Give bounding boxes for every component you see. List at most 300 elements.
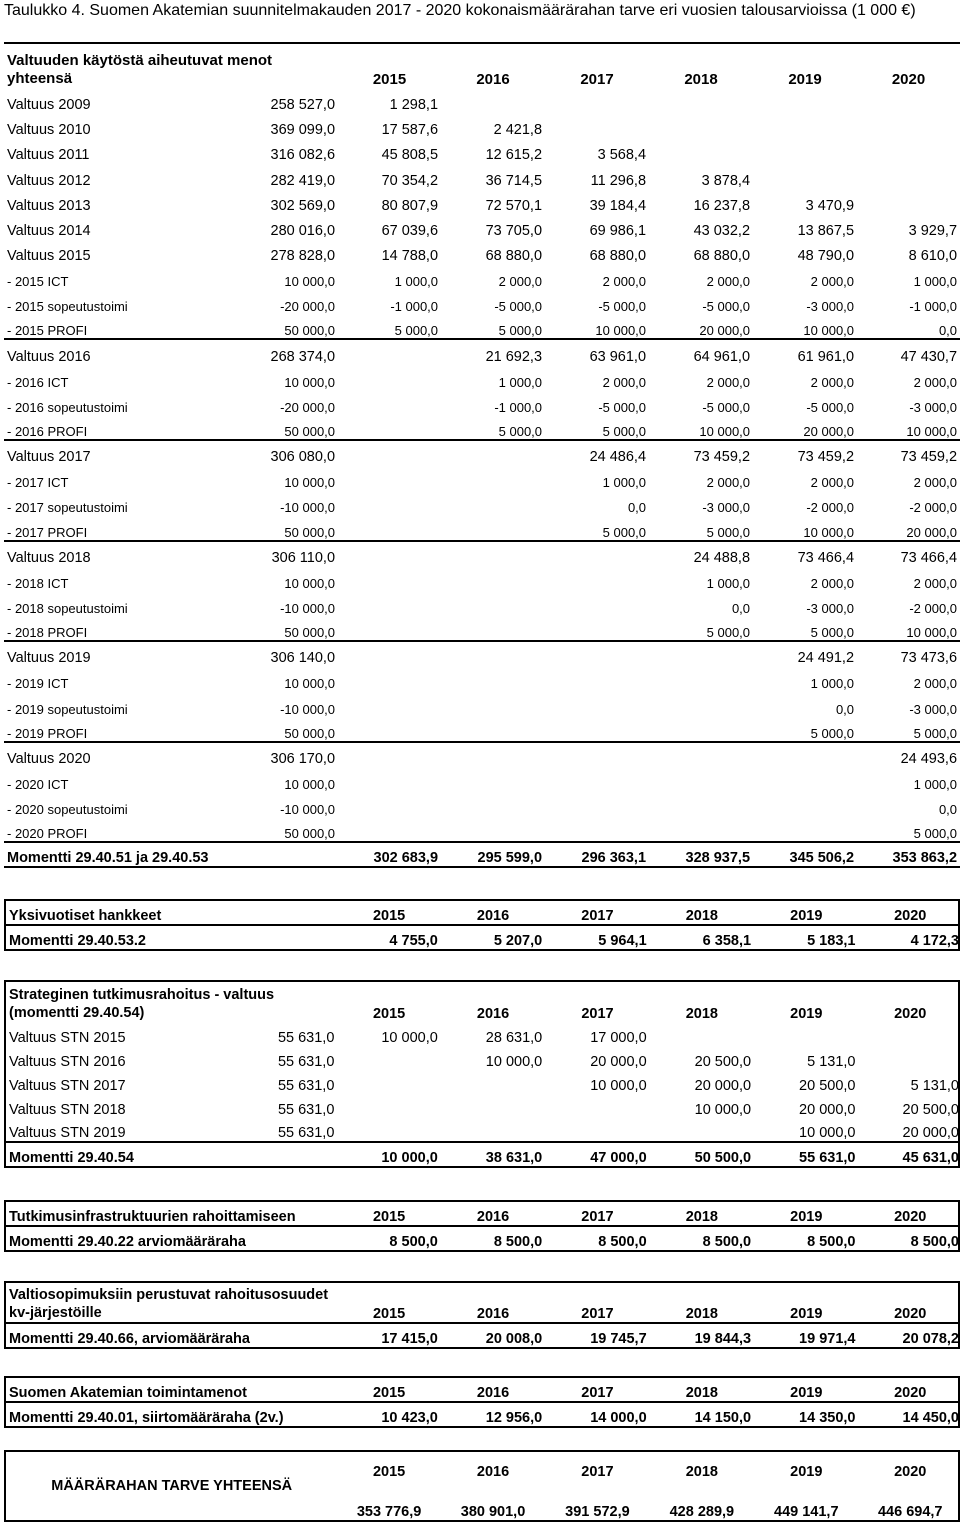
row-value: 5 000,0 (602, 524, 647, 540)
row-total: 268 374,0 (251, 339, 338, 364)
year-header: 2018 (685, 1209, 718, 1225)
row-value: 17 587,6 (381, 122, 439, 139)
year-header: 2018 (685, 908, 718, 924)
row-total: 316 082,6 (270, 147, 336, 164)
row-total: 306 140,0 (251, 641, 338, 666)
year-header: 2018 (685, 1006, 718, 1022)
year-header: 2016 (476, 1464, 510, 1480)
row-value: 10 000,0 (803, 524, 855, 540)
row-value (337, 1046, 440, 1070)
section-header-row (6, 1378, 960, 1402)
one-year-projects-section (4, 899, 960, 951)
row-value: 68 880,0 (589, 247, 647, 264)
row-value: -3 000,0 (702, 500, 751, 516)
year-header: 2019 (790, 1306, 823, 1322)
year-header: 2016 (476, 71, 510, 88)
table-row (6, 1022, 960, 1046)
row-value: 3 929,7 (908, 222, 958, 239)
table-row (4, 138, 960, 163)
momentti-label: Momentti 29.40.53.2 (6, 925, 337, 949)
row-value: -1 000,0 (909, 299, 958, 315)
grand-total-value: 380 901,0 (460, 1504, 526, 1520)
row-value: 1 000,0 (913, 274, 958, 290)
row-value (337, 1070, 440, 1094)
row-value: 3 878,4 (701, 172, 751, 189)
momentti-value: 8 500,0 (441, 1226, 545, 1250)
momentti-value: 19 971,4 (754, 1323, 858, 1347)
row-value: 20 000,0 (590, 1054, 647, 1070)
row-value (441, 717, 545, 742)
row-total: 55 631,0 (277, 1054, 335, 1070)
row-value: 36 714,5 (485, 172, 543, 189)
momentti-value: 5 207,0 (441, 925, 545, 949)
row-value: 2 000,0 (810, 374, 855, 390)
row-label: - 2019 ICT (7, 676, 69, 692)
row-total: 50 000,0 (284, 323, 336, 339)
momentti-value: 20 008,0 (441, 1323, 545, 1347)
infrastructure-section (4, 1200, 960, 1252)
row-total: 258 527,0 (270, 97, 336, 114)
year-header: 2015 (372, 908, 406, 924)
row-value (338, 792, 441, 817)
momentti-row (6, 1226, 960, 1250)
row-value: 2 000,0 (913, 475, 958, 491)
row-value: 20 000,0 (803, 423, 855, 439)
momentti-value: 38 631,0 (441, 1142, 545, 1166)
row-total: 55 631,0 (277, 1078, 335, 1094)
year-header: 2015 (372, 1209, 406, 1225)
year-header: 2015 (372, 71, 407, 88)
table-row (4, 490, 960, 515)
row-value (338, 339, 441, 364)
row-label: - 2017 PROFI (7, 524, 88, 540)
row-total: 50 000,0 (284, 524, 336, 540)
grand-total-value: 449 141,7 (774, 1504, 839, 1520)
row-label: - 2016 ICT (7, 374, 69, 390)
row-value: 12 615,2 (485, 147, 543, 164)
row-total: 55 631,0 (277, 1102, 335, 1118)
year-header: 2019 (790, 908, 823, 924)
header-label: Valtuuden käytöstä aiheutuvat menot yhteensä (7, 52, 273, 87)
momentti-value: 14 350,0 (754, 1402, 858, 1426)
row-value (441, 566, 545, 591)
row-value (441, 490, 545, 515)
row-label: Valtuus 2016 (4, 339, 251, 364)
row-value: 5 000,0 (913, 725, 958, 741)
row-value: 2 000,0 (706, 374, 751, 390)
row-value: 1 000,0 (394, 274, 439, 290)
row-value: 8 610,0 (908, 247, 958, 264)
momentti-value: 8 500,0 (650, 1226, 754, 1250)
row-value: -3 000,0 (909, 399, 958, 415)
row-value: 10 000,0 (694, 1102, 752, 1118)
row-value (441, 88, 545, 113)
table-row (4, 113, 960, 138)
row-value (545, 1118, 649, 1142)
row-value: 28 631,0 (485, 1030, 543, 1046)
row-value: 1 000,0 (913, 776, 958, 792)
momentti-value: 8 500,0 (858, 1226, 960, 1250)
row-value: 61 961,0 (753, 339, 857, 364)
row-value (545, 666, 649, 691)
row-value (545, 742, 649, 767)
year-header: 2020 (894, 908, 927, 924)
year-header: 2016 (476, 1209, 510, 1225)
row-value: 24 486,4 (545, 440, 649, 465)
row-label: Valtuus STN 2015 (9, 1030, 126, 1046)
row-value: 73 459,2 (753, 440, 857, 465)
year-header: 2017 (581, 1385, 614, 1401)
row-value (859, 1046, 960, 1070)
year-header: 2017 (581, 1209, 614, 1225)
year-header: 2020 (894, 1306, 927, 1322)
row-value (649, 817, 753, 842)
momentti-value: 328 937,5 (649, 842, 753, 867)
row-value (545, 817, 649, 842)
row-total: -20 000,0 (280, 399, 336, 415)
row-value (338, 541, 441, 566)
row-total: 278 828,0 (270, 247, 336, 264)
table-row (4, 541, 960, 566)
row-label: - 2020 PROFI (7, 826, 88, 842)
row-value (649, 792, 753, 817)
row-value: 0,0 (938, 323, 958, 339)
momentti-value: 19 745,7 (545, 1323, 649, 1347)
row-value (441, 742, 545, 767)
row-value: 1 000,0 (810, 676, 855, 692)
row-value (441, 1118, 545, 1142)
year-header: 2019 (790, 1464, 823, 1480)
row-total: -10 000,0 (280, 802, 336, 818)
row-label: Valtuus 2020 (4, 742, 251, 767)
row-label: Valtuus STN 2018 (9, 1102, 126, 1118)
row-value: 2 421,8 (493, 122, 543, 139)
table-row (4, 289, 960, 314)
row-value: 2 000,0 (810, 274, 855, 290)
row-value (441, 641, 545, 666)
row-value: 5 131,0 (807, 1054, 856, 1070)
row-label: - 2020 sopeutustoimi (7, 802, 128, 818)
momentti-value: 20 078,2 (858, 1323, 960, 1347)
row-value: 10 000,0 (906, 625, 958, 641)
row-total: -10 000,0 (280, 701, 336, 717)
row-value (650, 1118, 754, 1142)
row-value: 13 867,5 (797, 222, 855, 239)
row-value: 0,0 (938, 802, 958, 818)
momentti-label: Momentti 29.40.54 (6, 1142, 337, 1166)
table-row (4, 641, 960, 666)
row-value: 2 000,0 (498, 274, 543, 290)
row-label: - 2015 sopeutustoimi (7, 299, 128, 315)
row-value: 5 000,0 (602, 423, 647, 439)
year-header: 2015 (372, 1464, 406, 1480)
momentti-value: 50 500,0 (650, 1142, 754, 1166)
row-value: 10 000,0 (803, 323, 855, 339)
row-value (545, 616, 649, 641)
year-header: 2018 (685, 1464, 718, 1480)
row-value (338, 641, 441, 666)
row-value (338, 742, 441, 767)
momentti-row (6, 1402, 960, 1426)
row-value: 2 000,0 (810, 475, 855, 491)
row-value (545, 691, 649, 716)
row-label: Valtuus 2018 (4, 541, 251, 566)
row-value (441, 792, 545, 817)
year-header: 2019 (790, 1385, 823, 1401)
row-value (441, 591, 545, 616)
row-value (649, 691, 753, 716)
row-value (545, 641, 649, 666)
row-value: 2 000,0 (602, 274, 647, 290)
row-value: 10 000,0 (906, 423, 958, 439)
row-value: 64 961,0 (649, 339, 753, 364)
row-value (441, 616, 545, 641)
row-value: 3 568,4 (597, 147, 647, 164)
row-value: 73 705,0 (485, 222, 543, 239)
row-value: -5 000,0 (702, 399, 751, 415)
row-value (857, 138, 960, 163)
table-row (4, 189, 960, 214)
row-label: - 2019 PROFI (7, 725, 88, 741)
row-value: 20 000,0 (906, 524, 958, 540)
row-value: 0,0 (835, 701, 855, 717)
momentti-value: 17 415,0 (337, 1323, 440, 1347)
row-value (545, 566, 649, 591)
row-value: 45 808,5 (381, 147, 439, 164)
row-value: 73 466,4 (753, 541, 857, 566)
row-total: 10 000,0 (284, 475, 336, 491)
row-value: -2 000,0 (909, 600, 958, 616)
row-value: 16 237,8 (693, 197, 751, 214)
momentti-value: 5 183,1 (754, 925, 858, 949)
row-total: 10 000,0 (284, 575, 336, 591)
grand-total-label: MÄÄRÄRAHAN TARVE YHTEENSÄ (51, 1478, 293, 1494)
row-value: 68 880,0 (693, 247, 751, 264)
row-value: 47 430,7 (857, 339, 960, 364)
row-value (753, 113, 857, 138)
grand-total-value: 446 694,7 (877, 1504, 943, 1520)
row-value (441, 767, 545, 792)
momentti-value: 14 000,0 (545, 1402, 649, 1426)
row-value (649, 767, 753, 792)
row-total: -20 000,0 (280, 299, 336, 315)
row-label: Valtuus 2019 (4, 641, 251, 666)
row-value (545, 1094, 649, 1118)
momentti-value: 45 631,0 (859, 1142, 960, 1166)
row-value (338, 591, 441, 616)
table-row (6, 1070, 960, 1094)
row-label: - 2018 sopeutustoimi (7, 600, 128, 616)
row-label: Valtuus 2012 (7, 172, 91, 189)
row-value (337, 1094, 440, 1118)
table-header-row (4, 43, 960, 88)
row-value: 5 000,0 (498, 323, 543, 339)
section-title: Valtiosopimuksiin perustuvat rahoitusosuudet kv-järjestöille (9, 1287, 329, 1321)
momentti-value: 47 000,0 (545, 1142, 649, 1166)
row-value: 1 000,0 (498, 374, 543, 390)
row-value: 5 000,0 (810, 625, 855, 641)
row-value (859, 1022, 960, 1046)
row-value: 5 131,0 (910, 1078, 959, 1094)
row-value: 21 692,3 (441, 339, 545, 364)
momentti-row (4, 842, 960, 867)
row-value (857, 113, 960, 138)
momentti-value: 5 964,1 (545, 925, 649, 949)
table-row (4, 742, 960, 767)
row-value (545, 792, 649, 817)
row-value (649, 641, 753, 666)
year-header: 2017 (581, 1006, 614, 1022)
row-value: 5 000,0 (706, 524, 751, 540)
row-label: Valtuus 2017 (4, 440, 251, 465)
authorization-table (4, 42, 960, 868)
section-title: Tutkimusinfrastruktuurien rahoittamiseen (9, 1209, 296, 1225)
row-value (338, 415, 441, 440)
momentti-value: 14 450,0 (858, 1402, 960, 1426)
momentti-row (6, 1323, 960, 1347)
year-header: 2016 (476, 1006, 510, 1022)
section-header-row (6, 982, 960, 1022)
row-value (337, 1118, 440, 1142)
row-total: -10 000,0 (280, 500, 336, 516)
momentti-value: 8 500,0 (337, 1226, 440, 1250)
section-header-row (6, 1202, 960, 1226)
table-row (4, 767, 960, 792)
row-value: 24 493,6 (857, 742, 960, 767)
row-value: 20 000,0 (902, 1125, 959, 1141)
row-label: Valtuus 2014 (7, 222, 91, 239)
row-label: Valtuus 2010 (7, 122, 91, 139)
row-value: 43 032,2 (693, 222, 751, 239)
row-total: 50 000,0 (284, 725, 336, 741)
table-row (4, 365, 960, 390)
row-label: Valtuus STN 2017 (9, 1078, 126, 1094)
table-row (4, 717, 960, 742)
table-row (4, 314, 960, 339)
row-value: -3 000,0 (806, 600, 855, 616)
year-header: 2015 (372, 1006, 406, 1022)
year-header: 2015 (372, 1306, 406, 1322)
row-value: 0,0 (731, 600, 751, 616)
grand-total-section (4, 1450, 960, 1522)
row-value (753, 138, 857, 163)
row-value (338, 365, 441, 390)
row-value: 5 000,0 (498, 423, 543, 439)
row-value: 0,0 (627, 500, 647, 516)
year-header: 2016 (476, 1385, 510, 1401)
row-value (753, 817, 857, 842)
row-value (753, 88, 857, 113)
row-value (441, 515, 545, 540)
row-value: 73 459,2 (649, 440, 753, 465)
row-value (545, 591, 649, 616)
row-value (545, 767, 649, 792)
row-value: 11 296,8 (590, 172, 647, 189)
year-header: 2018 (685, 1306, 718, 1322)
row-total: 10 000,0 (284, 676, 336, 692)
year-header: 2018 (685, 1385, 718, 1401)
row-value (545, 717, 649, 742)
row-total: 50 000,0 (284, 423, 336, 439)
momentti-label: Momentti 29.40.51 ja 29.40.53 (4, 842, 338, 867)
row-value: -2 000,0 (806, 500, 855, 516)
row-value: 70 354,2 (381, 172, 439, 189)
row-label: - 2016 PROFI (7, 423, 88, 439)
row-value: 5 000,0 (913, 826, 958, 842)
row-value (338, 490, 441, 515)
row-value (338, 717, 441, 742)
row-value: 73 473,6 (857, 641, 960, 666)
table-caption: Taulukko 4. Suomen Akatemian suunnitelmakauden 2017 - 2020 kokonaismäärärahan tarve eri vuosien talousarvioissa (1 000 €) (4, 2, 916, 19)
row-label: Valtuus STN 2019 (9, 1125, 126, 1141)
row-value: 5 000,0 (810, 725, 855, 741)
year-header: 2020 (894, 1006, 927, 1022)
row-value: -5 000,0 (598, 299, 647, 315)
table-row (4, 666, 960, 691)
section-title: Suomen Akatemian toimintamenot (9, 1385, 247, 1401)
row-value: 14 788,0 (381, 247, 439, 264)
row-value (857, 88, 960, 113)
momentti-value: 302 683,9 (338, 842, 441, 867)
row-value (649, 113, 753, 138)
row-value: 68 880,0 (485, 247, 543, 264)
row-value: 2 000,0 (913, 374, 958, 390)
row-value (441, 541, 545, 566)
row-value (441, 691, 545, 716)
row-total: 302 569,0 (270, 197, 336, 214)
row-value: 1 000,0 (706, 575, 751, 591)
row-value: 39 184,4 (589, 197, 647, 214)
table-row (6, 1094, 960, 1118)
row-value (441, 817, 545, 842)
year-header: 2017 (581, 1464, 614, 1480)
row-value (753, 767, 857, 792)
row-value: 5 000,0 (394, 323, 439, 339)
row-value (441, 1094, 545, 1118)
momentti-value: 296 363,1 (545, 842, 649, 867)
row-total: 369 099,0 (270, 122, 336, 139)
table-row (4, 440, 960, 465)
row-total: 50 000,0 (284, 625, 336, 641)
row-label: - 2018 PROFI (7, 625, 88, 641)
row-value (441, 1070, 545, 1094)
year-header: 2017 (581, 908, 614, 924)
grand-total-value: 353 776,9 (356, 1504, 422, 1520)
row-label: - 2018 ICT (7, 575, 69, 591)
international-treaties-section (4, 1281, 960, 1349)
row-value (338, 440, 441, 465)
row-value (649, 138, 753, 163)
table-row (4, 390, 960, 415)
row-value (649, 742, 753, 767)
momentti-value: 12 956,0 (441, 1402, 545, 1426)
row-value: 73 459,2 (857, 440, 960, 465)
section-title: Strateginen tutkimusrahoitus - valtuus (momentti 29.40.54) (9, 987, 275, 1021)
grand-total-year-row (6, 1452, 960, 1480)
momentti-label: Momentti 29.40.22 arviomääräraha (6, 1226, 337, 1250)
momentti-row (6, 1142, 960, 1166)
momentti-label: Momentti 29.40.66, arviomääräraha (6, 1323, 337, 1347)
row-label: - 2017 ICT (7, 475, 69, 491)
table-row (4, 239, 960, 264)
row-value: 3 470,9 (805, 197, 855, 214)
row-value: 69 986,1 (589, 222, 647, 239)
grand-total-value: 428 289,9 (669, 1504, 735, 1520)
row-value: 2 000,0 (706, 475, 751, 491)
momentti-value: 295 599,0 (441, 842, 545, 867)
row-value: 63 961,0 (545, 339, 649, 364)
row-value: 20 500,0 (799, 1078, 856, 1094)
